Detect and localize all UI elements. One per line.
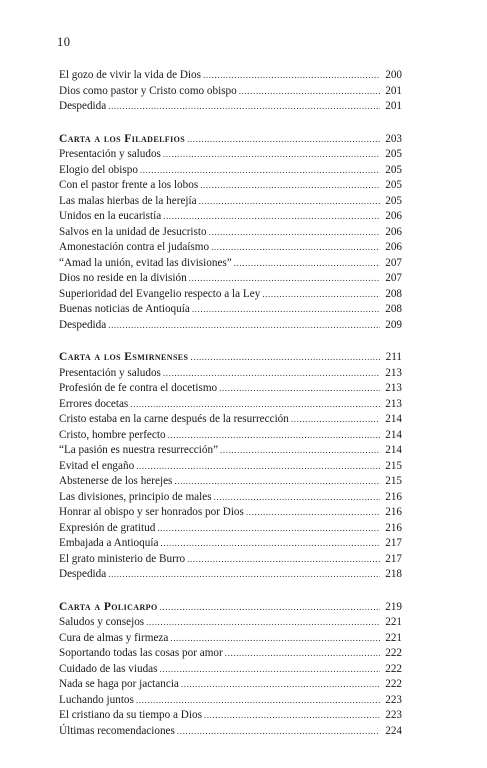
dot-leader (163, 366, 380, 382)
dot-leader (291, 412, 380, 428)
toc-heading-page: 203 (385, 132, 402, 145)
toc-entry-title: Elogio del obispo (59, 163, 138, 176)
toc-entry (59, 552, 402, 568)
toc-entry-page: 213 (385, 382, 402, 394)
toc-entry (59, 99, 402, 115)
dot-leader (157, 521, 380, 537)
toc-entry-title: Despedida (59, 568, 107, 580)
dot-leader (200, 178, 380, 194)
toc-entry (59, 178, 402, 194)
toc-entry-title: Presentación y saludos (59, 148, 161, 160)
table-of-contents (59, 68, 402, 739)
toc-section (59, 600, 402, 740)
toc-entry-page: 214 (385, 444, 402, 456)
dot-leader (220, 443, 380, 459)
toc-entry (59, 662, 402, 678)
toc-section (59, 68, 402, 115)
dot-leader (246, 505, 380, 521)
toc-entry-title: Honrar al obispo y ser honrados por Dios (59, 506, 244, 518)
toc-heading-title: Carta a Policarpo (59, 600, 158, 613)
toc-entry-page: 216 (385, 490, 402, 503)
toc-entry-page: 205 (385, 179, 402, 191)
toc-entry-title: Últimas recomendaciones (59, 724, 175, 737)
toc-entry-page: 207 (385, 256, 402, 269)
dot-leader (199, 194, 380, 210)
toc-entry-title: Presentación y saludos (59, 366, 161, 379)
toc-entry (59, 318, 402, 334)
toc-entry-page: 218 (385, 568, 402, 580)
toc-entry-page: 222 (385, 647, 402, 659)
toc-entry (59, 194, 402, 210)
toc-entry (59, 271, 402, 287)
toc-entry-title: Unidos en la eucaristía (59, 210, 162, 222)
toc-entry-title: Despedida (59, 100, 107, 112)
dot-leader (181, 677, 380, 693)
toc-entry (59, 631, 402, 647)
dot-leader (219, 381, 380, 397)
toc-entry-title: Nada se haga por jactancia (59, 678, 179, 690)
toc-entry-page: 221 (385, 616, 402, 628)
toc-entry-page: 217 (385, 552, 402, 565)
toc-entry (59, 256, 402, 272)
toc-entry-page: 222 (385, 678, 402, 690)
toc-section (59, 132, 402, 334)
toc-entry-title: Errores docetas (59, 397, 129, 410)
toc-entry (59, 225, 402, 241)
toc-entry-title: Luchando juntos (59, 693, 134, 706)
toc-entry (59, 287, 402, 303)
page-number: 10 (57, 35, 71, 49)
dot-leader (211, 240, 380, 256)
toc-entry-page: 213 (385, 366, 402, 379)
dot-leader (160, 536, 380, 552)
dot-leader (190, 350, 380, 366)
dot-leader (225, 646, 380, 662)
toc-entry (59, 366, 402, 382)
toc-entry-page: 206 (385, 241, 402, 253)
dot-leader (187, 552, 380, 568)
toc-entry (59, 505, 402, 521)
toc-heading (59, 350, 402, 366)
toc-entry-page: 206 (385, 225, 402, 238)
toc-heading-page: 211 (385, 351, 402, 363)
toc-entry-title: “Amad la unión, evitad las divisiones” (59, 256, 232, 269)
dot-leader (160, 662, 381, 678)
dot-leader (192, 302, 380, 318)
dot-leader (108, 567, 380, 583)
toc-entry-page: 201 (385, 100, 402, 112)
toc-entry-page: 200 (385, 69, 402, 81)
dot-leader (203, 68, 380, 84)
dot-leader (108, 318, 380, 334)
toc-entry-title: “La pasión es nuestra resurrección” (59, 444, 219, 456)
toc-entry-title: Embajada a Antioquía (59, 537, 159, 549)
toc-entry-title: Cuidado de las viudas (59, 662, 158, 675)
toc-entry (59, 84, 402, 100)
toc-entry-page: 217 (385, 537, 402, 549)
toc-entry (59, 209, 402, 225)
toc-heading (59, 600, 402, 616)
toc-entry-page: 222 (385, 662, 402, 675)
toc-heading (59, 132, 402, 148)
dot-leader (163, 209, 380, 225)
toc-entry-page: 208 (385, 287, 402, 300)
dot-leader (204, 708, 380, 724)
toc-entry (59, 521, 402, 537)
toc-entry-title: Expresión de gratitud (59, 521, 156, 534)
toc-entry-page: 215 (385, 475, 402, 487)
toc-entry-page: 205 (385, 194, 402, 207)
dot-leader (136, 459, 380, 475)
toc-entry (59, 459, 402, 475)
toc-entry-title: Profesión de fe contra el docetismo (59, 382, 218, 394)
toc-entry-title: Despedida (59, 318, 107, 331)
toc-entry-page: 205 (385, 163, 402, 176)
toc-entry (59, 302, 402, 318)
toc-entry (59, 536, 402, 552)
dot-leader (214, 490, 380, 506)
toc-entry-title: Las malas hierbas de la herejía (59, 194, 197, 207)
toc-entry (59, 412, 402, 428)
toc-entry-title: Las divisiones, principio de males (59, 490, 212, 503)
toc-entry-page: 224 (385, 724, 402, 737)
toc-entry-title: Saludos y consejos (59, 616, 145, 628)
toc-entry (59, 474, 402, 490)
dot-leader (189, 271, 380, 287)
toc-entry-title: Buenas noticias de Antioquía (59, 303, 190, 315)
toc-entry-title: Con el pastor frente a los lobos (59, 179, 199, 191)
dot-leader (209, 225, 380, 241)
toc-entry (59, 567, 402, 583)
toc-entry-title: Salvos en la unidad de Jesucristo (59, 225, 207, 238)
toc-entry-page: 214 (385, 413, 402, 425)
toc-entry-title: Superioridad del Evangelio respecto a la Ley (59, 287, 261, 300)
dot-leader (130, 397, 380, 413)
dot-leader (108, 99, 380, 115)
toc-entry-page: 207 (385, 272, 402, 284)
toc-heading-title: Carta a los Esmirnenses (59, 351, 189, 363)
toc-entry-page: 223 (385, 693, 402, 706)
toc-entry (59, 693, 402, 709)
toc-entry-page: 206 (385, 210, 402, 222)
dot-leader (262, 287, 380, 303)
toc-entry-page: 223 (385, 709, 402, 721)
dot-leader (170, 631, 380, 647)
toc-entry (59, 381, 402, 397)
toc-entry-title: Cristo, hombre perfecto (59, 428, 166, 441)
toc-entry-page: 205 (385, 148, 402, 160)
toc-entry-title: Amonestación contra el judaísmo (59, 241, 210, 253)
toc-entry-page: 208 (385, 303, 402, 315)
dot-leader (168, 428, 380, 444)
toc-entry-title: Soportando todas las cosas por amor (59, 647, 223, 659)
toc-entry-page: 216 (385, 521, 402, 534)
toc-heading-title: Carta a los Filadelfios (59, 132, 186, 145)
toc-entry (59, 646, 402, 662)
toc-entry-title: Abstenerse de los herejes (59, 475, 173, 487)
dot-leader (163, 147, 380, 163)
toc-heading-page: 219 (385, 600, 402, 613)
toc-entry-title: Evitad el engaño (59, 459, 135, 472)
toc-entry (59, 147, 402, 163)
toc-entry-page: 214 (385, 428, 402, 441)
dot-leader (239, 84, 380, 100)
section-gap (59, 333, 402, 350)
toc-entry-title: Dios no reside en la división (59, 272, 187, 284)
dot-leader (174, 474, 380, 490)
section-gap (59, 583, 402, 600)
toc-entry (59, 240, 402, 256)
toc-entry-page: 213 (385, 397, 402, 410)
toc-entry-title: Cristo estaba en la carne después de la resurrección (59, 413, 289, 425)
toc-entry-page: 216 (385, 506, 402, 518)
toc-entry (59, 490, 402, 506)
dot-leader (187, 132, 380, 148)
dot-leader (140, 163, 380, 179)
toc-entry (59, 397, 402, 413)
toc-entry (59, 708, 402, 724)
dot-leader (177, 724, 380, 740)
toc-entry (59, 724, 402, 740)
dot-leader (136, 693, 380, 709)
toc-entry-title: Cura de almas y firmeza (59, 631, 169, 644)
toc-section (59, 350, 402, 583)
toc-entry-page: 215 (385, 459, 402, 472)
toc-entry-title: El gozo de vivir la vida de Dios (59, 69, 201, 81)
toc-entry-title: El grato ministerio de Burro (59, 552, 186, 565)
toc-entry (59, 443, 402, 459)
toc-entry-page: 201 (385, 84, 402, 97)
toc-entry-page: 221 (385, 631, 402, 644)
toc-entry (59, 163, 402, 179)
toc-entry (59, 615, 402, 631)
dot-leader (160, 600, 380, 616)
dot-leader (234, 256, 380, 272)
dot-leader (146, 615, 380, 631)
toc-entry (59, 428, 402, 444)
toc-entry-title: El cristiano da su tiempo a Dios (59, 709, 202, 721)
section-gap (59, 115, 402, 132)
toc-entry-page: 209 (385, 318, 402, 331)
toc-entry-title: Dios como pastor y Cristo como obispo (59, 84, 237, 97)
toc-entry (59, 68, 402, 84)
toc-entry (59, 677, 402, 693)
